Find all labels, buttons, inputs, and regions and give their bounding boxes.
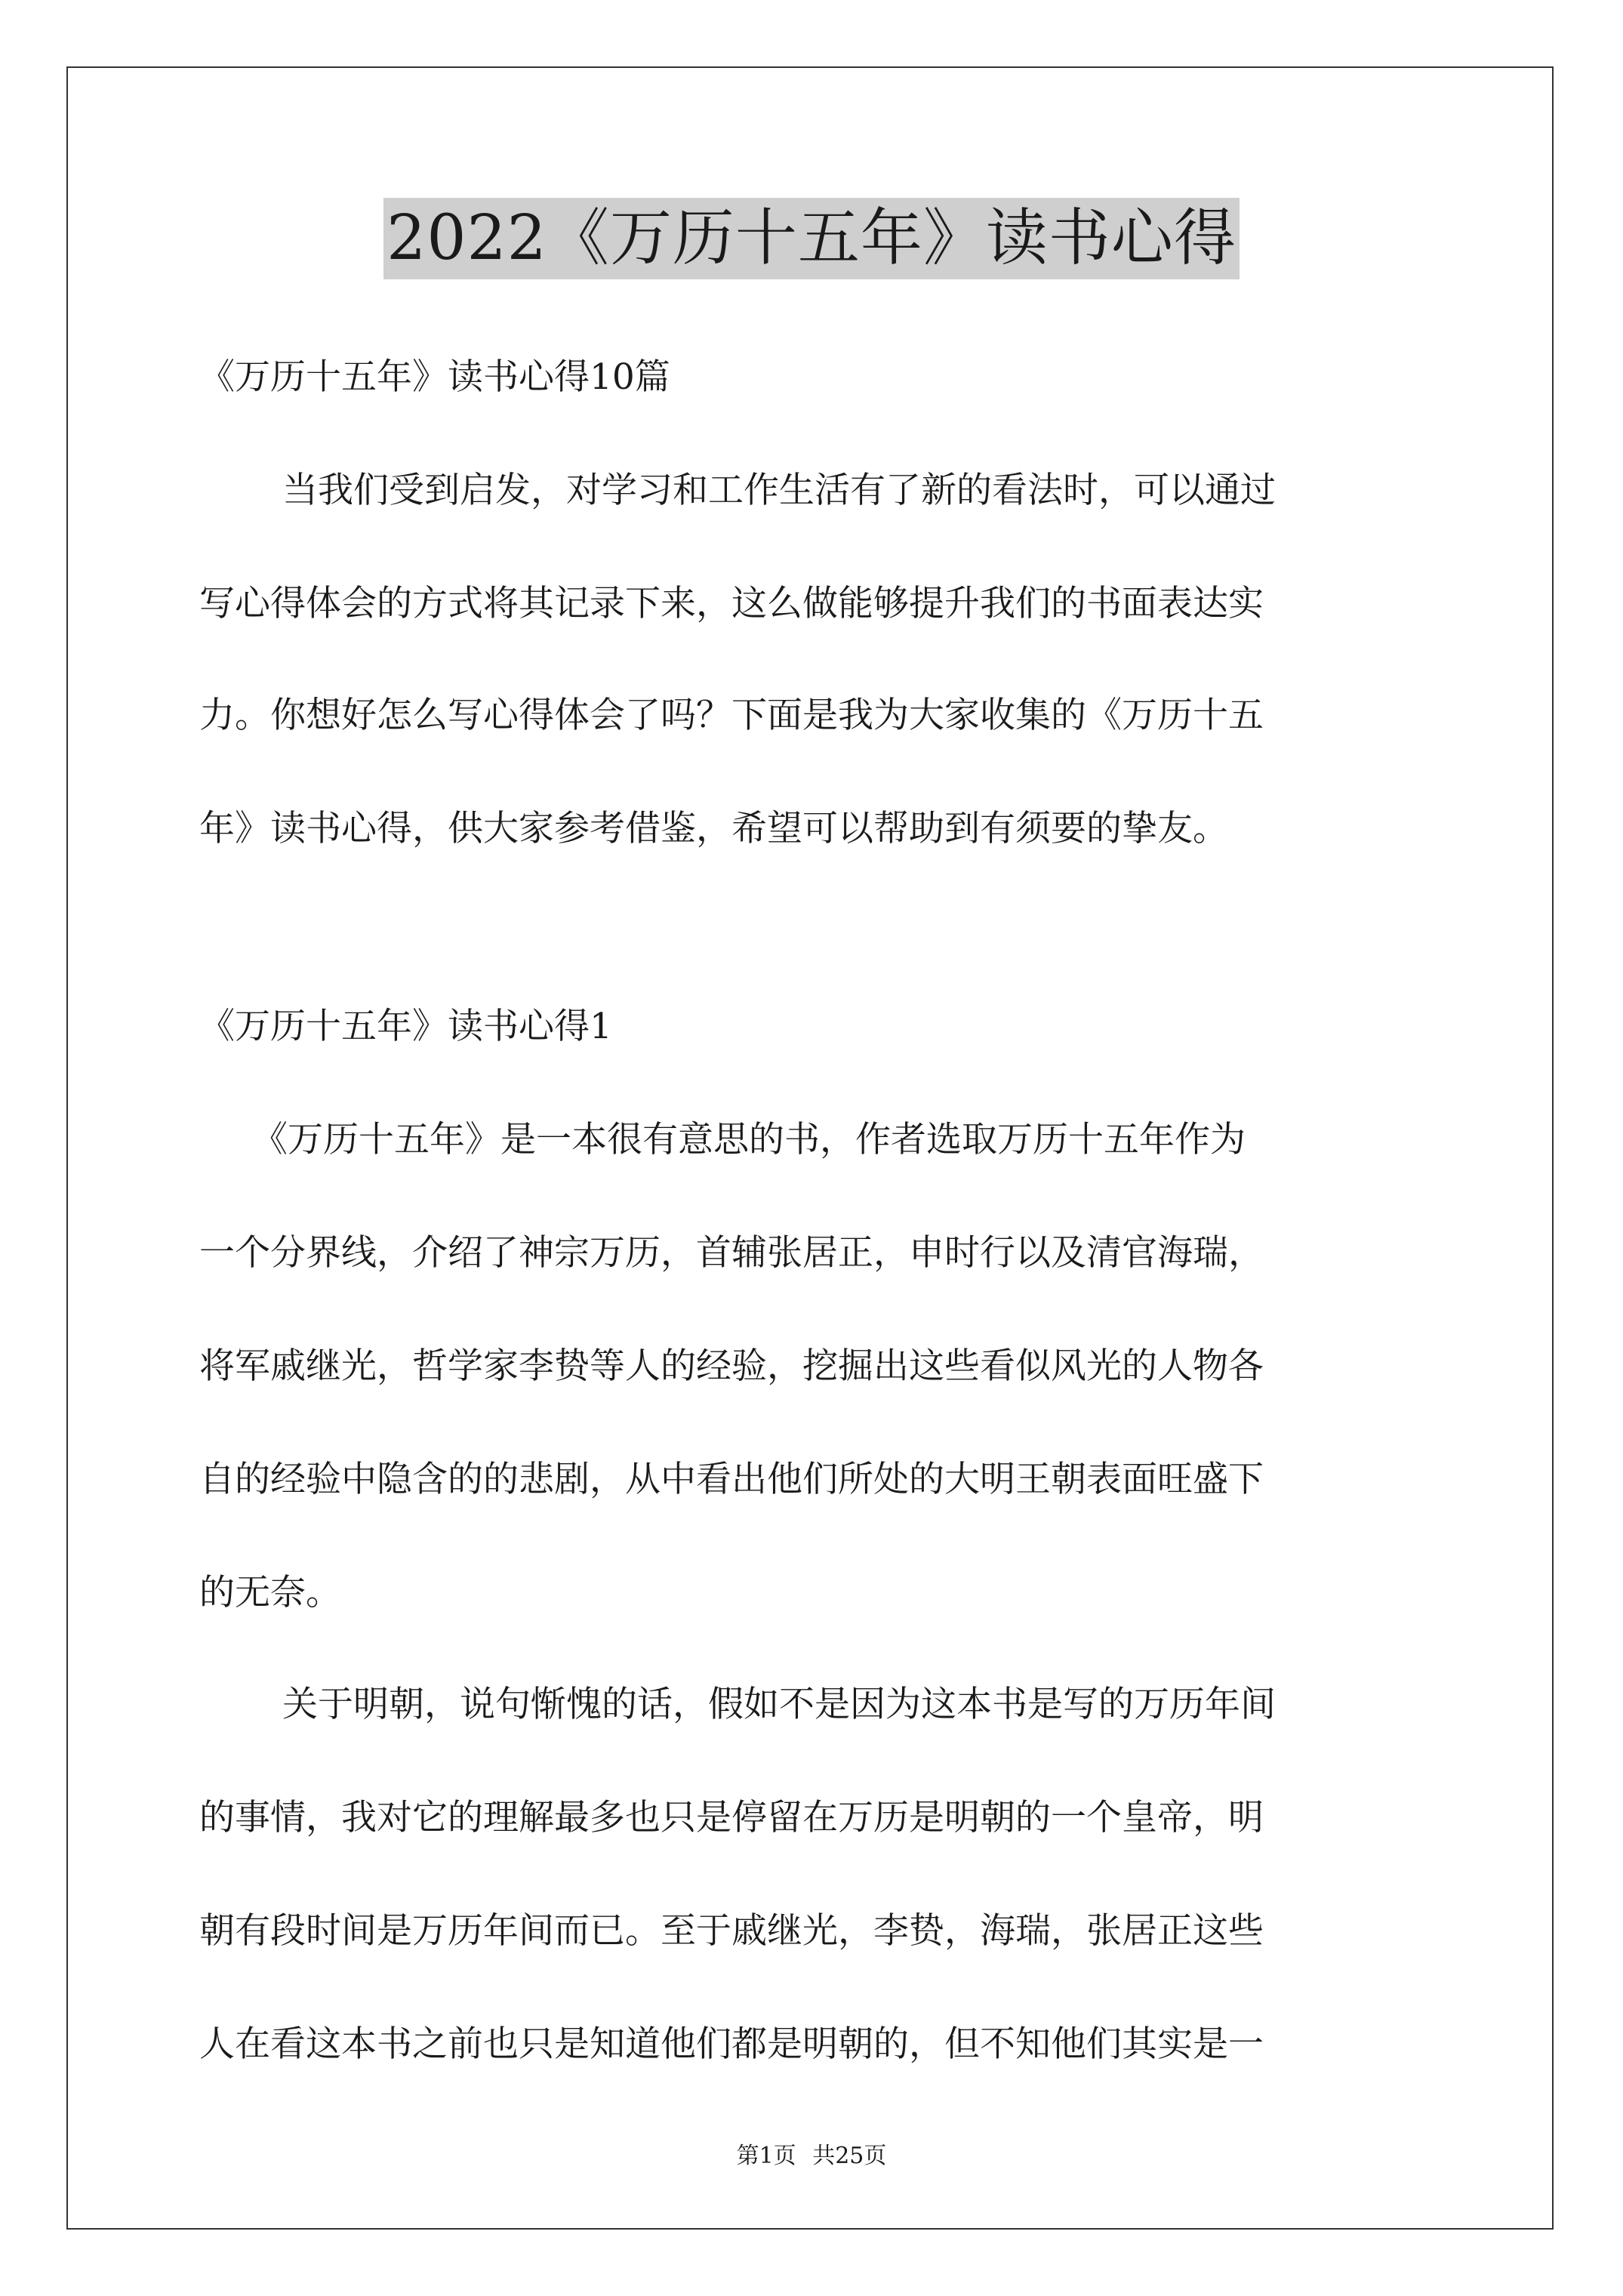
paragraph-line: 年》读书心得，供大家参考借鉴，希望可以帮助到有须要的挚友。 [199, 808, 1228, 849]
paragraph-line: 将军戚继光，哲学家李贽等人的经验，挖掘出这些看似风光的人物各 [199, 1345, 1264, 1387]
paragraph-line: 一个分界线，介绍了神宗万历，首辅张居正，申时行以及清官海瑞， [199, 1232, 1264, 1274]
paragraph-line: 力。你想好怎么写心得体会了吗？下面是我为大家收集的《万历十五 [199, 695, 1264, 736]
paragraph-line: 人在看这本书之前也只是知道他们都是明朝的，但不知他们其实是一 [199, 2023, 1264, 2065]
page-total: 共25页 [812, 2143, 887, 2169]
paragraph-line: 自的经验中隐含的的悲剧，从中看出他们所处的大明王朝表面旺盛下 [199, 1459, 1264, 1500]
title-container [0, 198, 1623, 279]
paragraph-line: 朝有段时间是万历年间而已。至于戚继光，李贽，海瑞，张居正这些 [199, 1910, 1264, 1952]
page-footer [0, 2141, 1623, 2171]
paragraph-line: 《万历十五年》是一本很有意思的书，作者选取万历十五年作为 [252, 1119, 1246, 1160]
paragraph-line: 的事情，我对它的理解最多也只是停留在万历是明朝的一个皇帝，明 [199, 1797, 1264, 1838]
section-heading: 《万历十五年》读书心得1 [199, 1006, 612, 1047]
document-title: 2022《万历十五年》读书心得 [383, 198, 1240, 279]
paragraph-line: 的无奈。 [199, 1572, 341, 1613]
paragraph-line: 写心得体会的方式将其记录下来，这么做能够提升我们的书面表达实 [199, 583, 1264, 624]
paragraph-line: 关于明朝，说句惭愧的话，假如不是因为这本书是写的万历年间 [282, 1684, 1276, 1725]
section-heading: 《万历十五年》读书心得10篇 [199, 356, 670, 398]
page-number: 第1页 [736, 2143, 796, 2169]
paragraph-line: 当我们受到启发，对学习和工作生活有了新的看法时，可以通过 [282, 470, 1276, 511]
